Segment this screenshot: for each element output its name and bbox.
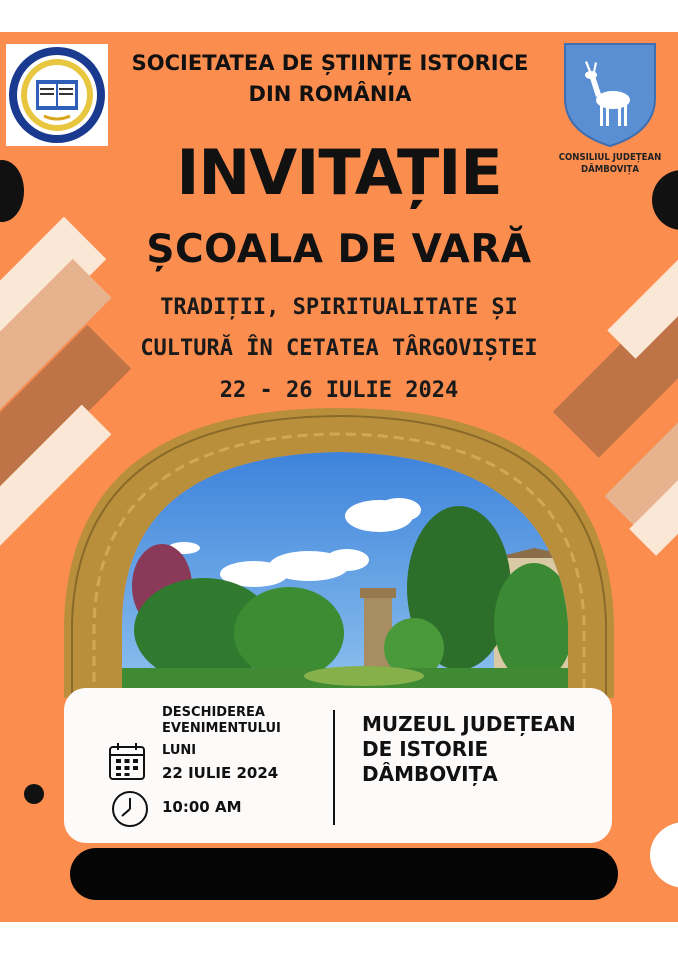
council-name: CONSILIUL JUDEȚEAN DÂMBOVIȚA xyxy=(558,152,662,175)
event-day: LUNI xyxy=(162,743,197,758)
county-crest xyxy=(563,42,657,148)
event-date: 22 IULIE 2024 xyxy=(162,764,279,782)
event-time: 10:00 AM xyxy=(162,798,242,816)
theme-line-1: TRADIȚII, SPIRITUALITATE ȘI xyxy=(160,295,518,320)
theme-dates: 22 - 26 IULIE 2024 xyxy=(219,378,459,403)
subtitle: ȘCOALA DE VARĂ xyxy=(146,227,532,272)
clock-icon xyxy=(110,789,150,829)
black-banner-bar xyxy=(70,848,618,900)
decor-dot-small xyxy=(24,784,44,804)
calendar-icon xyxy=(108,741,146,781)
society-logo xyxy=(6,44,108,146)
event-opening-label: DESCHIDEREA EVENIMENTULUI xyxy=(162,705,281,736)
theme-line-2: CULTURĂ ÎN CETATEA TÂRGOVIȘTEI xyxy=(140,336,538,361)
organization-name: SOCIETATEA DE ȘTIINȚE ISTORICE DIN ROMÂNIA xyxy=(131,51,529,106)
arch-photo xyxy=(64,408,614,698)
card-divider xyxy=(333,710,335,825)
page-title: INVITAȚIE xyxy=(176,136,502,209)
event-venue: MUZEUL JUDEȚEAN DE ISTORIE DÂMBOVIȚA xyxy=(362,712,576,786)
